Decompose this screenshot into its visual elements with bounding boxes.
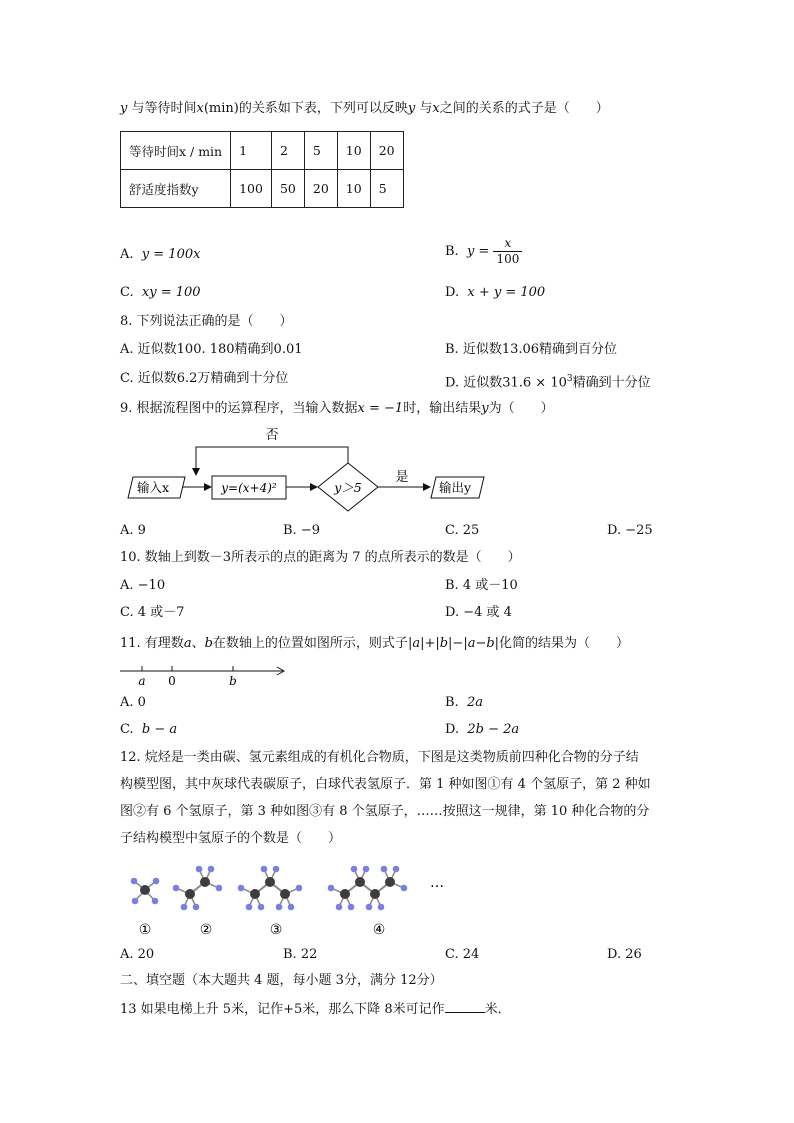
hydrogen-atom xyxy=(401,885,408,892)
table-header-cell: 舒适度指数y xyxy=(121,170,231,208)
hydrogen-atom xyxy=(351,866,358,873)
hydrogen-atom xyxy=(393,866,400,873)
q11-stem: 11. 有理数a、b在数轴上的位置如图所示，则式子|a|+|b|−|a−b|化简的结果为（ ） xyxy=(120,636,630,651)
hydrogen-atom xyxy=(258,904,265,911)
hydrogen-atom xyxy=(328,885,335,892)
hydrogen-atom xyxy=(378,904,385,911)
flow-process-label: y=(x+4)² xyxy=(221,481,277,495)
q11-option-c[interactable]: C. b − a xyxy=(120,722,178,737)
q7-stem: y 与等待时间x(min)的关系如下表，下列可以反映y 与x之间的关系的式子是（ ） xyxy=(120,101,609,116)
table-row xyxy=(121,170,404,208)
answer-blank[interactable] xyxy=(445,1000,485,1013)
hydrogen-atom xyxy=(208,866,215,873)
hydrogen-atom xyxy=(366,904,373,911)
q9-flowchart xyxy=(0,425,794,505)
table-cell: 5 xyxy=(304,132,337,170)
q7-data-table xyxy=(120,131,404,208)
q11-option-b[interactable]: B. 2a xyxy=(445,695,483,710)
q9-stem: 9. 根据流程图中的运算程序，当输入数据x = −1时，输出结果y为（ ） xyxy=(120,401,554,416)
table-cell: 2 xyxy=(271,132,304,170)
q9-option-a[interactable]: A. 9 xyxy=(120,523,146,538)
molecule-model xyxy=(238,866,303,911)
table-cell: 10 xyxy=(337,170,370,208)
carbon-atom xyxy=(370,889,380,899)
q10-option-d[interactable]: D. −4 或 4 xyxy=(445,605,512,620)
q7-option-a[interactable]: A. y = 100x xyxy=(120,247,201,262)
hydrogen-atom xyxy=(181,904,188,911)
q8-stem: 8. 下列说法正确的是（ ） xyxy=(120,314,293,329)
hydrogen-atom xyxy=(363,866,370,873)
flow-loop-line xyxy=(196,447,348,475)
table-cell: 20 xyxy=(304,170,337,208)
label-b: b xyxy=(229,674,237,688)
q12-line-3: 图②有 6 个氢原子，第 3 种如图③有 8 个氢原子，……按照这一规律，第 10 种化合物的分 xyxy=(120,804,650,819)
hydrogen-atom xyxy=(246,904,253,911)
hydrogen-atom xyxy=(153,878,160,885)
hydrogen-atom xyxy=(348,904,355,911)
q12-line-4: 子结构模型中氢原子的个数是（ ） xyxy=(120,831,342,846)
table-row xyxy=(121,132,404,170)
hydrogen-atom xyxy=(336,904,343,911)
hydrogen-atom xyxy=(193,904,200,911)
molecule-model xyxy=(131,878,160,905)
hydrogen-atom xyxy=(173,885,180,892)
hydrogen-atom xyxy=(261,866,268,873)
q11-option-d[interactable]: D. 2b − 2a xyxy=(445,722,520,737)
carbon-atom xyxy=(265,877,275,887)
q8-option-c[interactable]: C. 近似数6.2万精确到十分位 xyxy=(120,371,289,386)
hydrogen-atom xyxy=(152,898,159,905)
hydrogen-atom xyxy=(216,885,223,892)
table-cell: 20 xyxy=(370,132,403,170)
molecule-ellipsis: … xyxy=(430,875,444,891)
flow-input-label: 输入x xyxy=(137,480,170,495)
molecule-model xyxy=(328,866,408,911)
q12-molecule-figure xyxy=(0,852,794,942)
molecule-label-4: ④ xyxy=(372,922,386,938)
q8-option-d[interactable]: D. 近似数$31.6 \times 10^3$精确到十分位 xyxy=(445,374,651,391)
table-cell: 1 xyxy=(231,132,272,170)
molecule-label-3: ③ xyxy=(269,922,283,938)
q12-option-a[interactable]: A. 20 xyxy=(120,947,155,962)
hydrogen-atom xyxy=(273,866,280,873)
q11-number-line xyxy=(0,660,794,690)
q12-line-2: 构模型图，其中灰球代表碳原子，白球代表氢原子．第 1 种如图①有 4 个氢原子，第 2 种如 xyxy=(120,777,651,792)
q9-option-b[interactable]: B. −9 xyxy=(283,523,320,538)
hydrogen-atom xyxy=(132,898,139,905)
table-cell: 100 xyxy=(231,170,272,208)
hydrogen-atom xyxy=(288,904,295,911)
flow-output-label: 输出y xyxy=(439,480,472,495)
q12-option-d[interactable]: D. 26 xyxy=(607,947,642,962)
q11-option-a[interactable]: A. 0 xyxy=(120,695,146,710)
carbon-atom xyxy=(200,877,210,887)
molecule-label-2: ② xyxy=(199,922,213,938)
q10-option-b[interactable]: B. 4 或－10 xyxy=(445,578,518,593)
q9-option-d[interactable]: D. −25 xyxy=(607,523,653,538)
q8-option-a[interactable]: A. 近似数100. 180精确到0.01 xyxy=(120,342,303,357)
hydrogen-atom xyxy=(238,885,245,892)
q7-option-b[interactable]: B. y = $\frac{x}{100}$ xyxy=(445,236,522,267)
flow-yes-label: 是 xyxy=(395,470,409,485)
q10-option-c[interactable]: C. 4 或－7 xyxy=(120,605,185,620)
table-header-cell: 等待时间x / min xyxy=(121,132,231,170)
q12-line-1: 12. 烷烃是一类由碳、氢元素组成的有机化合物质，下图是这类物质前四种化合物的分子结 xyxy=(120,750,639,765)
q8-option-b[interactable]: B. 近似数13.06精确到百分位 xyxy=(445,342,618,357)
q7-option-d[interactable]: D. x + y = 100 xyxy=(445,285,546,300)
flow-no-label: 否 xyxy=(265,428,279,443)
hydrogen-atom xyxy=(276,904,283,911)
section-title: 二、填空题（本大题共 4 题，每小题 3分，满分 12分） xyxy=(120,973,443,988)
hydrogen-atom xyxy=(381,866,388,873)
molecule-model xyxy=(173,866,223,911)
carbon-atom xyxy=(340,889,350,899)
q12-option-c[interactable]: C. 24 xyxy=(445,947,480,962)
carbon-atom xyxy=(250,889,260,899)
hydrogen-atom xyxy=(131,878,138,885)
carbon-atom xyxy=(140,885,150,895)
molecule-label-1: ① xyxy=(138,922,152,938)
table-cell: 5 xyxy=(370,170,403,208)
table-cell: 50 xyxy=(271,170,304,208)
carbon-atom xyxy=(185,889,195,899)
label-a: a xyxy=(138,674,146,688)
q13-stem: 13 如果电梯上升 5米，记作+5米，那么下降 8米可记作 米． xyxy=(120,1002,511,1017)
fraction: $\frac{x}{100}$ xyxy=(493,236,522,267)
flow-condition-label: y＞5 xyxy=(334,480,362,495)
q12-option-b[interactable]: B. 22 xyxy=(283,947,318,962)
hydrogen-atom xyxy=(296,885,303,892)
carbon-atom xyxy=(280,889,290,899)
table-cell: 10 xyxy=(337,132,370,170)
carbon-atom xyxy=(385,877,395,887)
q10-option-a[interactable]: A. −10 xyxy=(120,578,166,593)
label-zero: 0 xyxy=(168,674,176,688)
q9-option-c[interactable]: C. 25 xyxy=(445,523,480,538)
carbon-atom xyxy=(355,877,365,887)
hydrogen-atom xyxy=(196,866,203,873)
q10-stem: 10. 数轴上到数－3所表示的点的距离为 7 的点所表示的数是（ ） xyxy=(120,550,521,565)
q7-option-c[interactable]: C. xy = 100 xyxy=(120,285,201,300)
